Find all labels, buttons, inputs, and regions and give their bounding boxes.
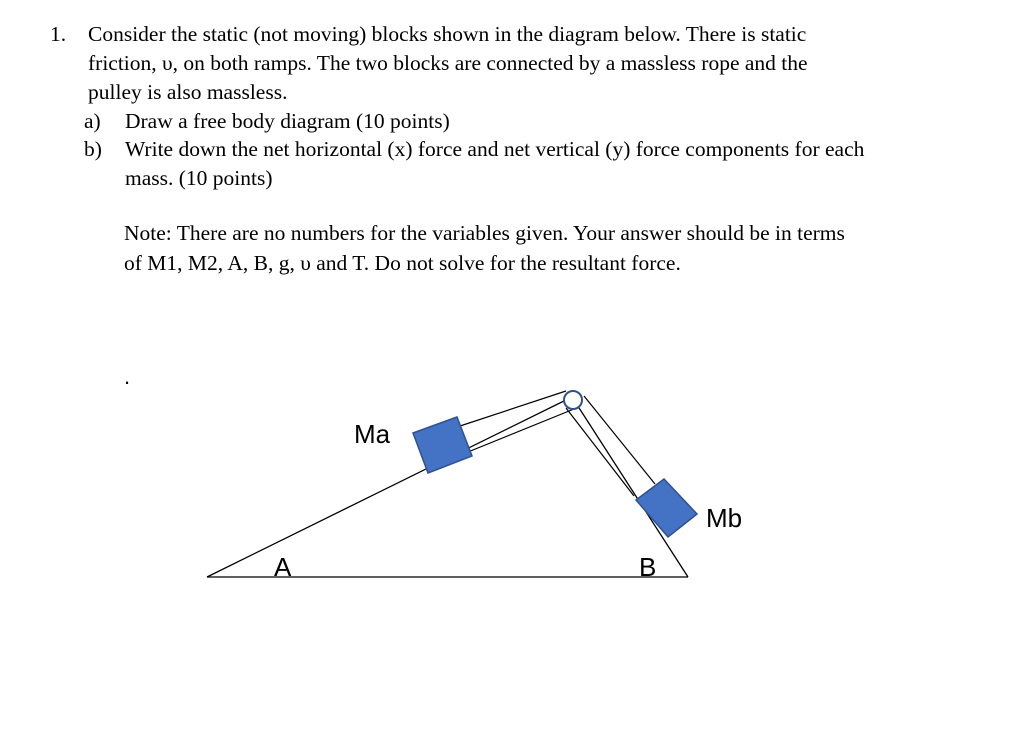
label-mb: Mb xyxy=(706,503,743,533)
question-line: Consider the static (not moving) blocks shown in the diagram below. There is static xyxy=(88,22,807,46)
rope-b-left xyxy=(566,408,634,496)
rope-a-upper xyxy=(457,391,566,427)
part-b-label: b) xyxy=(84,137,102,161)
block-mb xyxy=(636,479,697,537)
question-line: pulley is also massless. xyxy=(88,80,288,104)
label-angle-b: B xyxy=(639,552,657,582)
stray-mark: . xyxy=(124,364,131,389)
part-a-label: a) xyxy=(84,109,101,133)
label-ma: Ma xyxy=(354,419,391,449)
question-line: friction, υ, on both ramps. The two blocks are connected by a massless rope and the xyxy=(88,51,808,75)
note-line: of M1, M2, A, B, g, υ and T. Do not solve for the resultant force. xyxy=(124,251,681,275)
part-b-text-line2: mass. (10 points) xyxy=(125,166,273,190)
part-b-text-line1: Write down the net horizontal (x) force and net vertical (y) force components for each xyxy=(125,137,865,161)
label-angle-a: A xyxy=(274,552,292,582)
note-line: Note: There are no numbers for the variables given. Your answer should be in terms xyxy=(124,221,845,245)
pulley xyxy=(564,391,582,409)
part-a-text: Draw a free body diagram (10 points) xyxy=(125,109,450,133)
rope-a-lower xyxy=(468,409,574,452)
question-number: 1. xyxy=(50,22,67,46)
